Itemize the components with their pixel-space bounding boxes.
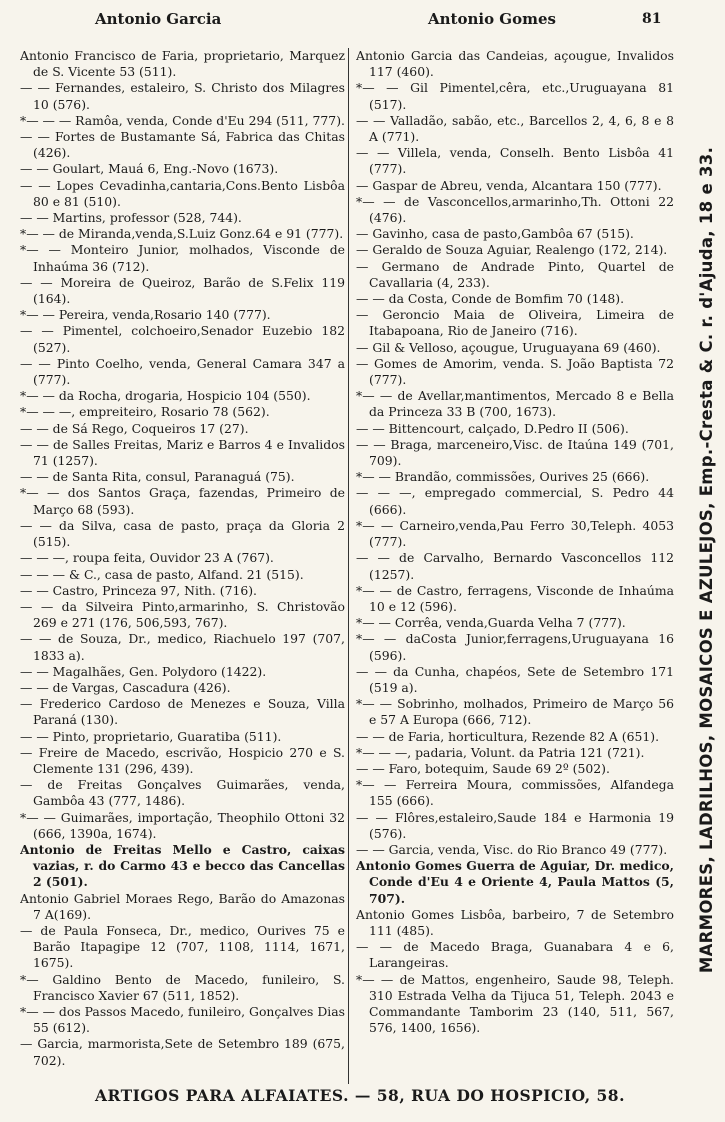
directory-entry: — — Bittencourt, calçado, D.Pedro II (506). [356, 420, 629, 436]
directory-entry: — — de Vargas, Cascadura (426). [20, 679, 231, 695]
directory-entry: — — Pinto, proprietario, Guaratiba (511). [20, 728, 282, 744]
directory-entry: *— — —, padaria, Volunt. da Patria 121 (721). [356, 744, 645, 760]
directory-entry: — — de Souza, Dr., medico, Riachuelo 197 (707, 1833 a). [20, 631, 345, 663]
column-divider [348, 48, 349, 1084]
directory-entry: — Gil & Velloso, açougue, Uruguayana 69 (460). [356, 339, 661, 355]
directory-entry: — — —, roupa feita, Ouvidor 23 A (767). [20, 550, 274, 566]
directory-entry: *— — Monteiro Junior, molhados, Visconde de Inhaúma 36 (712). [20, 242, 345, 274]
footer-advert: ARTIGOS PARA ALFAIATES. — 58, RUA DO HOSPICIO, 58. [95, 1086, 625, 1105]
directory-entry: *— — de Avellar,mantimentos, Mercado 8 e Bella da Princeza 33 B (700, 1673). [356, 388, 674, 420]
directory-entry: — — da Costa, Conde de Bomfim 70 (148). [356, 291, 625, 307]
directory-entry: *— — Brandão, commissões, Ourives 25 (666). [356, 469, 650, 485]
side-advert-band [683, 40, 723, 1080]
directory-entry: *— — de Mattos, engenheiro, Saude 98, Teleph. 310 Estrada Velha da Tijuca 51, Teleph. 2043 e Commandante Tamborim 23 (140, 511, 567, 576, 1400, 1656). [356, 971, 674, 1036]
header-left-name: Antonio Garcia [95, 10, 222, 28]
directory-entry: — de Paula Fonseca, Dr., medico, Ourives 75 e Barão Itapagipe 12 (707, 1108, 1114, 1671, 1675). [20, 922, 345, 971]
directory-entry: — — —, empregado commercial, S. Pedro 44 (666). [356, 485, 674, 517]
directory-entry: — — da Cunha, chapéos, Sete de Setembro 171 (519 a). [356, 663, 674, 695]
directory-entry: — — Martins, professor (528, 744). [20, 210, 242, 226]
directory-entry: — — Pinto Coelho, venda, General Camara 347 a (777). [20, 355, 345, 388]
directory-entry: — — da Silveira Pinto,armarinho, S. Christovão 269 e 271 (176, 506,593, 767). [20, 598, 345, 631]
directory-entry: — — Moreira de Queiroz, Barão de S.Felix 119 (164). [20, 274, 345, 307]
directory-entry: — — de Faria, horticultura, Rezende 82 A (651). [356, 728, 660, 744]
directory-entry: — Gomes de Amorim, venda. S. João Baptista 72 (777). [356, 355, 674, 388]
directory-entry: — — de Sá Rego, Coqueiros 17 (27). [20, 420, 249, 436]
directory-entry: — Freire de Macedo, escrivão, Hospicio 270 e S. Clemente 131 (296, 439). [20, 744, 345, 776]
directory-entry: *— — dos Santos Graça, fazendas, Primeiro de Março 68 (593). [20, 485, 345, 517]
directory-entry: — — Villela, venda, Conselh. Bento Lisbôa 41 (777). [356, 145, 674, 177]
directory-entry: — — de Santa Rita, consul, Paranaguá (75). [20, 469, 295, 485]
directory-entry: — — — & C., casa de pasto, Alfand. 21 (515). [20, 566, 304, 582]
directory-entry: — — Castro, Princeza 97, Nith. (716). [20, 582, 257, 598]
directory-entry: *— — dos Passos Macedo, funileiro, Gonçalves Dias 55 (612). [20, 1003, 345, 1036]
right-column [356, 48, 674, 1084]
left-column [20, 48, 345, 1084]
directory-entry: *— — daCosta Junior,ferragens,Uruguayana 16 (596). [356, 631, 674, 663]
side-advert-text: MARMORES, LADRILHOS, MOSAICOS E AZULEJOS, Emp.-Cresta & C. r. d'Ajuda, 18 e 33. [697, 146, 716, 974]
directory-entry: Antonio de Freitas Mello e Castro, caixas vazias, r. do Carmo 43 e becco das Cancellas 2 (501). [20, 841, 345, 890]
directory-entry: *— — Sobrinho, molhados, Primeiro de Março 56 e 57 A Europa (666, 712). [356, 696, 674, 728]
directory-entry: *— — Corrêa, venda,Guarda Velha 7 (777). [356, 615, 626, 631]
directory-entry: — — Flôres,estaleiro,Saude 184 e Harmonia 19 (576). [356, 809, 674, 841]
directory-entry: — — da Silva, casa de pasto, praça da Gloria 2 (515). [20, 517, 345, 550]
directory-entry: *— — de Vasconcellos,armarinho,Th. Ottoni 22 (476). [356, 193, 674, 226]
directory-entry: *— — Gil Pimentel,cêra, etc.,Uruguayana 81 (517). [356, 80, 674, 112]
directory-entry: — — Lopes Cevadinha,cantaria,Cons.Bento Lisbôa 80 e 81 (510). [20, 177, 345, 209]
directory-entry: *— — Ferreira Moura, commissões, Alfandega 155 (666). [356, 777, 674, 809]
directory-entry: — — Braga, marceneiro,Visc. de Itaúna 149 (701, 709). [356, 436, 674, 469]
directory-entry: *— — —, empreiteiro, Rosario 78 (562). [20, 404, 270, 420]
directory-entry: *— — Guimarães, importação, Theophilo Ottoni 32 (666, 1390a, 1674). [20, 809, 345, 841]
directory-entry: *— — de Miranda,venda,S.Luiz Gonz.64 e 91 (777). [20, 226, 344, 242]
directory-entry: *— — da Rocha, drogaria, Hospicio 104 (550). [20, 388, 311, 404]
directory-entry: — — Garcia, venda, Visc. do Rio Branco 49 (777). [356, 841, 668, 857]
header-right-name: Antonio Gomes [428, 10, 556, 28]
directory-entry: — — de Carvalho, Bernardo Vasconcellos 112 (1257). [356, 550, 674, 582]
directory-entry: — — Pimentel, colchoeiro,Senador Euzebio 182 (527). [20, 323, 345, 355]
directory-entry: — — de Salles Freitas, Mariz e Barros 4 e Invalidos 71 (1257). [20, 436, 345, 469]
directory-entry: *— — Carneiro,venda,Pau Ferro 30,Teleph. 4053 (777). [356, 517, 674, 550]
page-number: 81 [642, 11, 662, 27]
directory-entry: Antonio Garcia das Candeias, açougue, Invalidos 117 (460). [356, 48, 674, 80]
directory-entry: — — Goulart, Mauá 6, Eng.-Novo (1673). [20, 161, 279, 177]
directory-entry: — Gaspar de Abreu, venda, Alcantara 150 (777). [356, 177, 662, 193]
directory-entry: — — de Macedo Braga, Guanabara 4 e 6, Larangeiras. [356, 939, 674, 971]
directory-entry: *— — — Ramôa, venda, Conde d'Eu 294 (511, 777). [20, 112, 345, 128]
directory-entry: Antonio Gomes Lisbôa, barbeiro, 7 de Setembro 111 (485). [356, 906, 674, 938]
directory-entry: — — Valladão, sabão, etc., Barcellos 2, 4, 6, 8 e 8 A (771). [356, 112, 674, 145]
directory-entry: — de Freitas Gonçalves Guimarães, venda, Gambôa 43 (777, 1486). [20, 777, 345, 809]
directory-entry: — Frederico Cardoso de Menezes e Souza, Villa Paraná (130). [20, 696, 345, 728]
directory-entry: — Germano de Andrade Pinto, Quartel de Cavallaria (4, 233). [356, 258, 674, 290]
directory-entry: — — Fernandes, estaleiro, S. Christo dos Milagres 10 (576). [20, 80, 345, 112]
directory-entry: — Geroncio Maia de Oliveira, Limeira de Itabapoana, Rio de Janeiro (716). [356, 307, 674, 339]
directory-entry: Antonio Francisco de Faria, proprietario, Marquez de S. Vicente 53 (511). [20, 48, 345, 80]
directory-entry: *— — de Castro, ferragens, Visconde de Inhaúma 10 e 12 (596). [356, 582, 674, 614]
page-header [0, 0, 725, 34]
directory-entry: Antonio Gomes Guerra de Aguiar, Dr. medico, Conde d'Eu 4 e Oriente 4, Paula Mattos (5, 707). [356, 858, 674, 906]
directory-entry: — Garcia, marmorista,Sete de Setembro 189 (675, 702). [20, 1036, 345, 1068]
directory-entry: Antonio Gabriel Moraes Rego, Barão do Amazonas 7 A(169). [20, 890, 345, 922]
directory-entry: — Gavinho, casa de pasto,Gambôa 67 (515). [356, 226, 634, 242]
directory-entry: *— Galdino Bento de Macedo, funileiro, S. Francisco Xavier 67 (511, 1852). [20, 971, 345, 1003]
directory-entry: — — Magalhães, Gen. Polydoro (1422). [20, 663, 267, 679]
directory-entry: — — Faro, botequim, Saude 69 2º (502). [356, 760, 610, 776]
directory-entry: — Geraldo de Souza Aguiar, Realengo (172, 214). [356, 242, 668, 258]
directory-entry: — — Fortes de Bustamante Sá, Fabrica das Chitas (426). [20, 129, 345, 161]
directory-entry: *— — Pereira, venda,Rosario 140 (777). [20, 307, 271, 323]
